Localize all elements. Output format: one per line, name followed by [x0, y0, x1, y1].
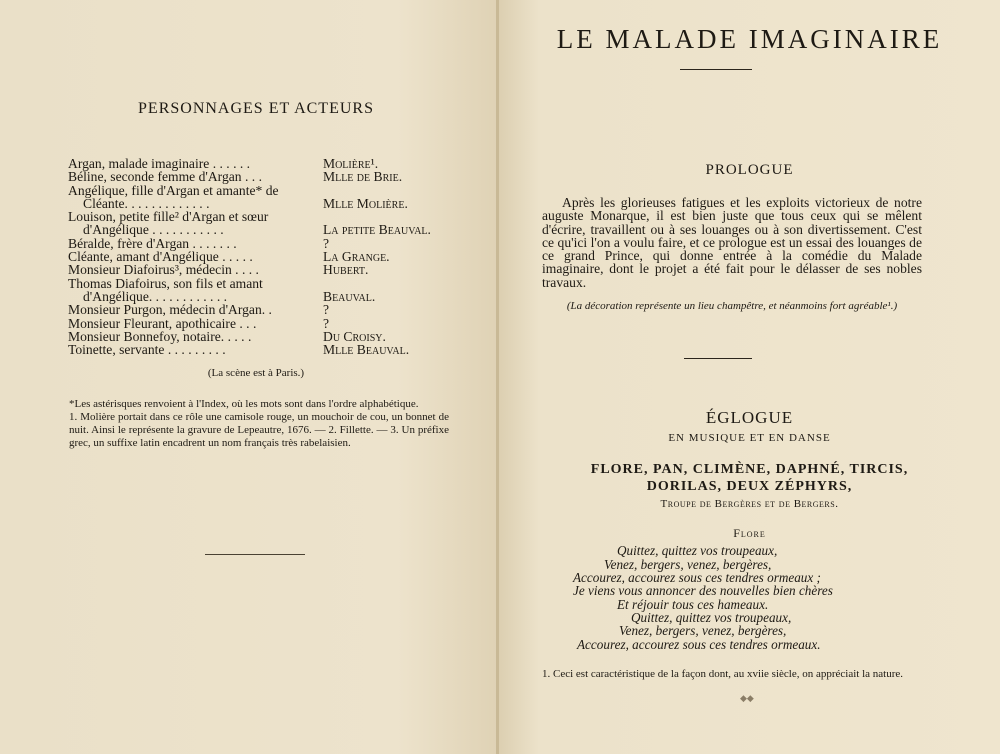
cast-row [68, 170, 448, 183]
verse-line: Quittez, quittez vos troupeaux, [631, 610, 792, 625]
right-footnote: 1. Ceci est caractéristique de la façon dont, au xviie siècle, on appréciait la nature. [542, 668, 904, 680]
cast-row [68, 210, 448, 223]
character-role: Monsieur Diafoirus³, médecin . . . . [68, 262, 259, 278]
verse-line: Je viens vous annoncer des nouvelles bien chères [573, 583, 833, 598]
eglogue-characters-line-1: FLORE, PAN, CLIMÈNE, DAPHNÉ, TIRCIS, [590, 462, 909, 477]
character-role: Monsieur Fleurant, apothicaire . . . [68, 315, 257, 331]
cast-list [68, 157, 448, 356]
left-footnotes [69, 398, 449, 450]
actor-name: Mlle Molière. [323, 195, 408, 211]
character-role: Béralde, frère d'Argan . . . . . . . [68, 235, 237, 251]
cast-row [68, 290, 448, 303]
section-divider-rule [684, 358, 752, 359]
footnote-asterisk: *Les astérisques renvoient à l'Index, où les mots sont dans l'ordre alphabétique. [69, 398, 419, 410]
character-role: Monsieur Bonnefoy, notaire. . . . . [68, 328, 252, 344]
actor-name: Mlle de Brie. [323, 169, 403, 185]
actor-name: ? [323, 302, 330, 318]
speaker-label: Flore [733, 526, 766, 540]
character-role: Argan, malade imaginaire . . . . . . [68, 156, 251, 171]
actor-name: ? [323, 235, 330, 251]
actor-name: Du Croisy. [323, 328, 386, 344]
verse-line: Accourez, accourez sous ces tendres ormeaux ; [573, 570, 821, 585]
character-role: Louison, petite fille² d'Argan et sœur [68, 209, 269, 225]
cast-row [68, 303, 448, 316]
play-title: LE MALADE IMAGINAIRE [556, 24, 943, 54]
eglogue-subtitle: EN MUSIQUE ET EN DANSE [668, 432, 831, 444]
character-role: Toinette, servante . . . . . . . . . [68, 342, 226, 358]
title-divider-rule [680, 69, 752, 70]
actor-name: Molière¹. [323, 156, 379, 171]
verse-line: Venez, bergers, venez, bergères, [604, 557, 772, 572]
character-role: Cléante, amant d'Angélique . . . . . [68, 249, 253, 265]
cast-row [68, 263, 448, 276]
verse-line: Et réjouir tous ces hameaux. [617, 597, 769, 612]
verse-line: Accourez, accourez sous ces tendres ormeaux. [577, 637, 821, 652]
cast-row [68, 197, 448, 210]
character-role: d'Angélique. . . . . . . . . . . . [83, 288, 228, 304]
character-role: d'Angélique . . . . . . . . . . . [83, 222, 224, 238]
troupe-line: Troupe de Bergères et de Bergers. [660, 498, 839, 510]
cast-row [68, 330, 448, 343]
page-ornament: ◆◆ [740, 693, 754, 703]
cast-list-title: PERSONNAGES ET ACTEURS [138, 100, 374, 117]
character-role: Cléante. . . . . . . . . . . . . [83, 195, 210, 211]
actor-name: La petite Beauval. [323, 222, 431, 238]
cast-row [68, 317, 448, 330]
actor-name: La Grange. [323, 249, 390, 265]
character-role: Thomas Diafoirus, son fils et amant [68, 275, 263, 291]
actor-name: ? [323, 315, 330, 331]
eglogue-characters-line-2: DORILAS, DEUX ZÉPHYRS, [646, 479, 853, 494]
verse-line: Venez, bergers, venez, bergères, [619, 623, 787, 638]
cast-row [68, 223, 448, 236]
verse-line: Quittez, quittez vos troupeaux, [617, 543, 778, 558]
footnote-numbered: 1. Molière portait dans ce rôle une camisole rouge, un mouchoir de cou, un bonnet de nuit. Ainsi le représente la gravure de Lepeautre, 1676. — 2. Fillette. — 3. Un préfixe grec, un suffixe latin encadrent un nom français très rabelaisien. [69, 411, 449, 449]
cast-row [68, 343, 448, 356]
scene-note: (La scène est à Paris.) [207, 367, 305, 379]
eglogue-heading: ÉGLOGUE [705, 408, 794, 427]
prologue-paragraph: Après les glorieuses fatigues et les exploits victorieux de notre auguste Monarque, il est bien juste que tous ceux qui se mêlent d'écrire, travaillent ou à ses louanges ou à son divertissement. C'est ce qu'ici l'on a voulu faire, et ce prologue est un essai des louanges de ce grand Prince, qui donne entrée à la comédie du Malade imaginaire, dont le projet a été fait pour le délasser de ses nobles travaux. [542, 195, 922, 290]
character-role: Monsieur Purgon, médecin d'Argan. . [68, 302, 272, 318]
actor-name: Mlle Beauval. [323, 342, 410, 358]
cast-row [68, 157, 448, 170]
actor-name: Hubert. [323, 262, 369, 278]
prologue-heading: PROLOGUE [705, 162, 794, 178]
cast-row [68, 277, 448, 290]
actor-name: Beauval. [323, 288, 376, 304]
left-divider-rule [205, 554, 305, 555]
stage-direction: (La décoration représente un lieu champêtre, et néanmoins fort agréable¹.) [566, 300, 898, 312]
cast-row [68, 184, 448, 197]
character-role: Angélique, fille d'Argan et amante* de [68, 182, 279, 198]
character-role: Béline, seconde femme d'Argan . . . [68, 169, 262, 185]
cast-row [68, 250, 448, 263]
cast-row [68, 237, 448, 250]
